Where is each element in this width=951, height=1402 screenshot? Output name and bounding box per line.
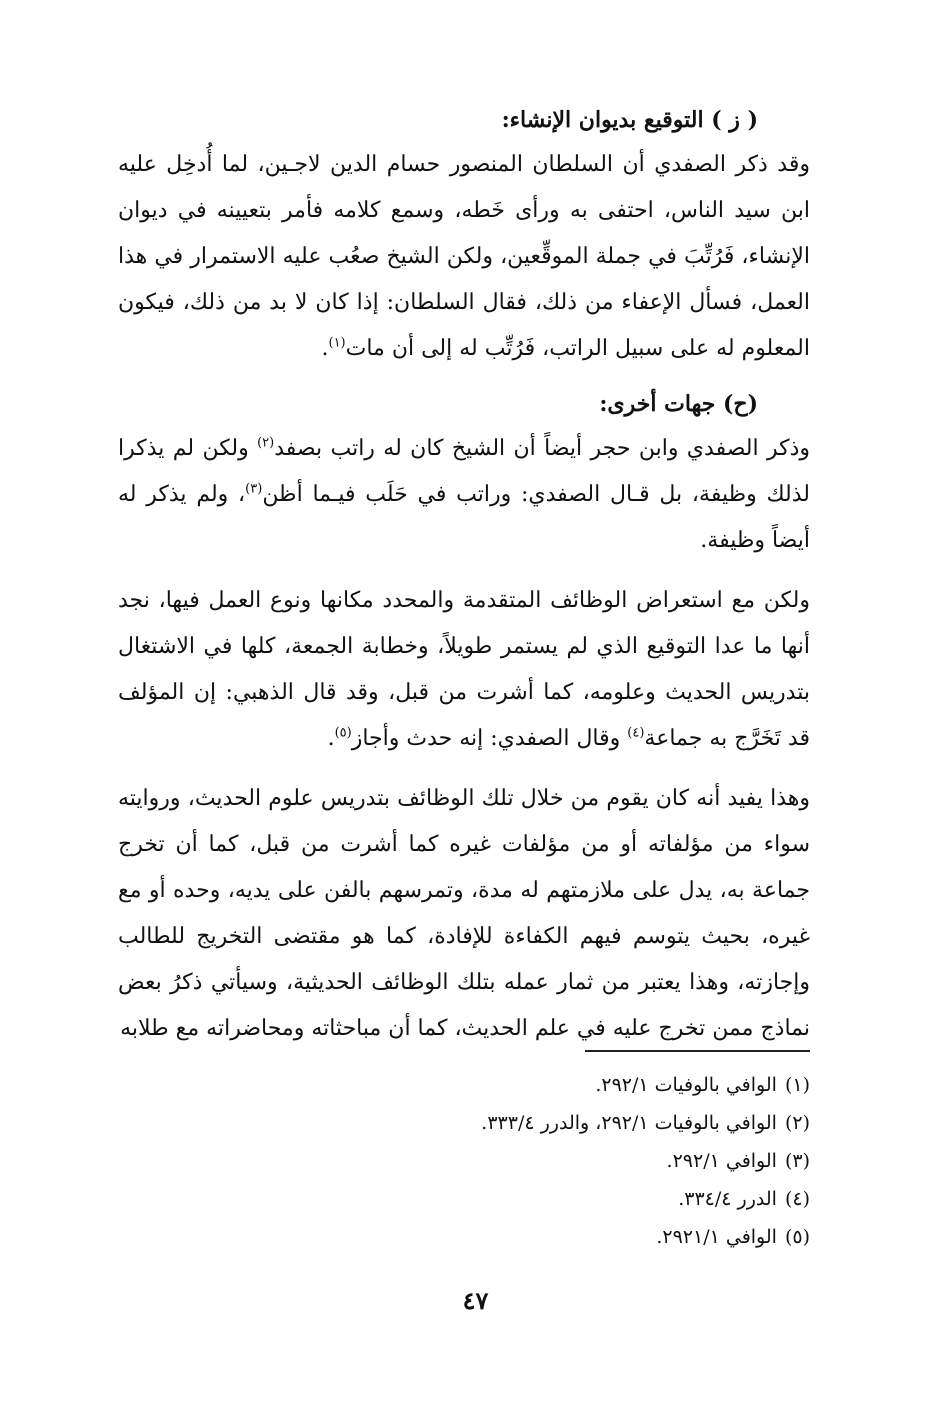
paragraph-end: .: [321, 336, 329, 361]
paragraph-h: [118, 426, 810, 564]
footnote-item: [118, 1218, 810, 1256]
footnote-item: [118, 1180, 810, 1218]
footnote-text: الوافي بالوفيات ٢٩٢/١، والدرر ٣٣٣/٤.: [481, 1112, 777, 1134]
section-heading-z: ( ز ) التوقيع بديوان الإنشاء:: [501, 107, 758, 133]
paragraph-text: ولكن مع استعراض الوظائف المتقدمة والمحدد مكانها ونوع العمل فيها، نجد أنها ما عدا التوقيع الذي لم يستمر طويلاً، وخطابة الجمعة، كلها في الاشتغال بتدريس الحديث وعلومه، كما أشرت من قبل، وقد قال الذهبي: إن المؤلف قد تَخَرَّج به جماعة: [118, 588, 810, 751]
paragraph-4: [118, 776, 810, 1052]
paragraph-text: وهذا يفيد أنه كان يقوم من خلال تلك الوظائف بتدريس علوم الحديث، وروايته سواء من مؤلفاته أو من مؤلفات غيره كما أشرت من قبل، كما أن تخرج جماعة به، يدل على ملازمتهم له مدة، وتمرسهم بالفن على يديه، وحده أو مع غيره، بحيث يتوسم فيهم الكفاءة للإفادة، كما هو مقتضى التخريج للطالب وإجازته، وهذا يعتبر من ثمار عمله بتلك الوظائف الحديثية، وسيأتي ذكرُ بعض نماذج ممن تخرج عليه في علم الحديث، كما أن مباحثاته ومحاضراته مع طلابه: [118, 786, 810, 1041]
paragraph-text: ولكن لم يذكرا لذلك وظيفة، بل قـال الصفدي: وراتب في حَلَب فيـما أظن: [118, 436, 810, 507]
footnote-number: (٢): [784, 1112, 810, 1134]
footnote-ref-5[interactable]: (٥): [334, 725, 352, 741]
paragraph-3: [118, 578, 810, 762]
footnote-number: (١): [784, 1074, 810, 1096]
paragraph-text: وقال الصفدي: إنه حدث وأجاز: [351, 726, 628, 751]
main-text: [118, 102, 810, 1052]
footnote-ref-1[interactable]: (١): [328, 335, 346, 351]
page-number: ٤٧: [462, 1286, 489, 1315]
footnote-number: (٤): [784, 1188, 810, 1210]
paragraph-text: وذكر الصفدي وابن حجر أيضاً أن الشيخ كان له راتب بصفد: [274, 436, 810, 461]
footnote-divider: [585, 1050, 810, 1052]
footnote-text: الوافي ٢٩٢١/١.: [656, 1226, 777, 1248]
footnote-item: [118, 1142, 810, 1180]
section-heading-h: (ح) جهات أخرى:: [599, 391, 758, 417]
footnotes-list: [118, 1066, 810, 1256]
paragraph-text: وقد ذكر الصفدي أن السلطان المنصور حسام الدين لاجـين، لما أُدخِل عليه ابن سيد الناس، احتفى به ورأى خَطه، وسمع كلامه فأمر بتعيينه في ديوان الإنشاء، فَرُتِّبَ في جملة الموقِّعين، ولكن الشيخ صعُب عليه الاستمرار في هذا العمل، فسأل الإعفاء من ذلك، فقال السلطان: إذا كان لا بد من ذلك، فيكون المعلوم له على سبيل الراتب، فَرُتِّب له إلى أن مات: [118, 152, 810, 361]
footnote-text: الوافي ٢٩٢/١.: [666, 1150, 777, 1172]
paragraph-z: [118, 142, 810, 372]
paragraph-text: ، ولم يذكر له أيضاً وظيفة.: [118, 482, 810, 553]
footnote-ref-3[interactable]: (٣): [245, 481, 263, 497]
footnote-item: [118, 1104, 810, 1142]
footnote-text: الدرر ٣٣٤/٤.: [678, 1188, 777, 1210]
footnote-number: (٣): [784, 1150, 810, 1172]
footnote-item: [118, 1066, 810, 1104]
footnote-ref-2[interactable]: (٢): [257, 435, 275, 451]
footnote-ref-4[interactable]: (٤): [627, 725, 645, 741]
paragraph-end: .: [327, 726, 335, 751]
footnote-number: (٥): [784, 1226, 810, 1248]
footnote-text: الوافي بالوفيات ٢٩٢/١.: [595, 1074, 777, 1096]
